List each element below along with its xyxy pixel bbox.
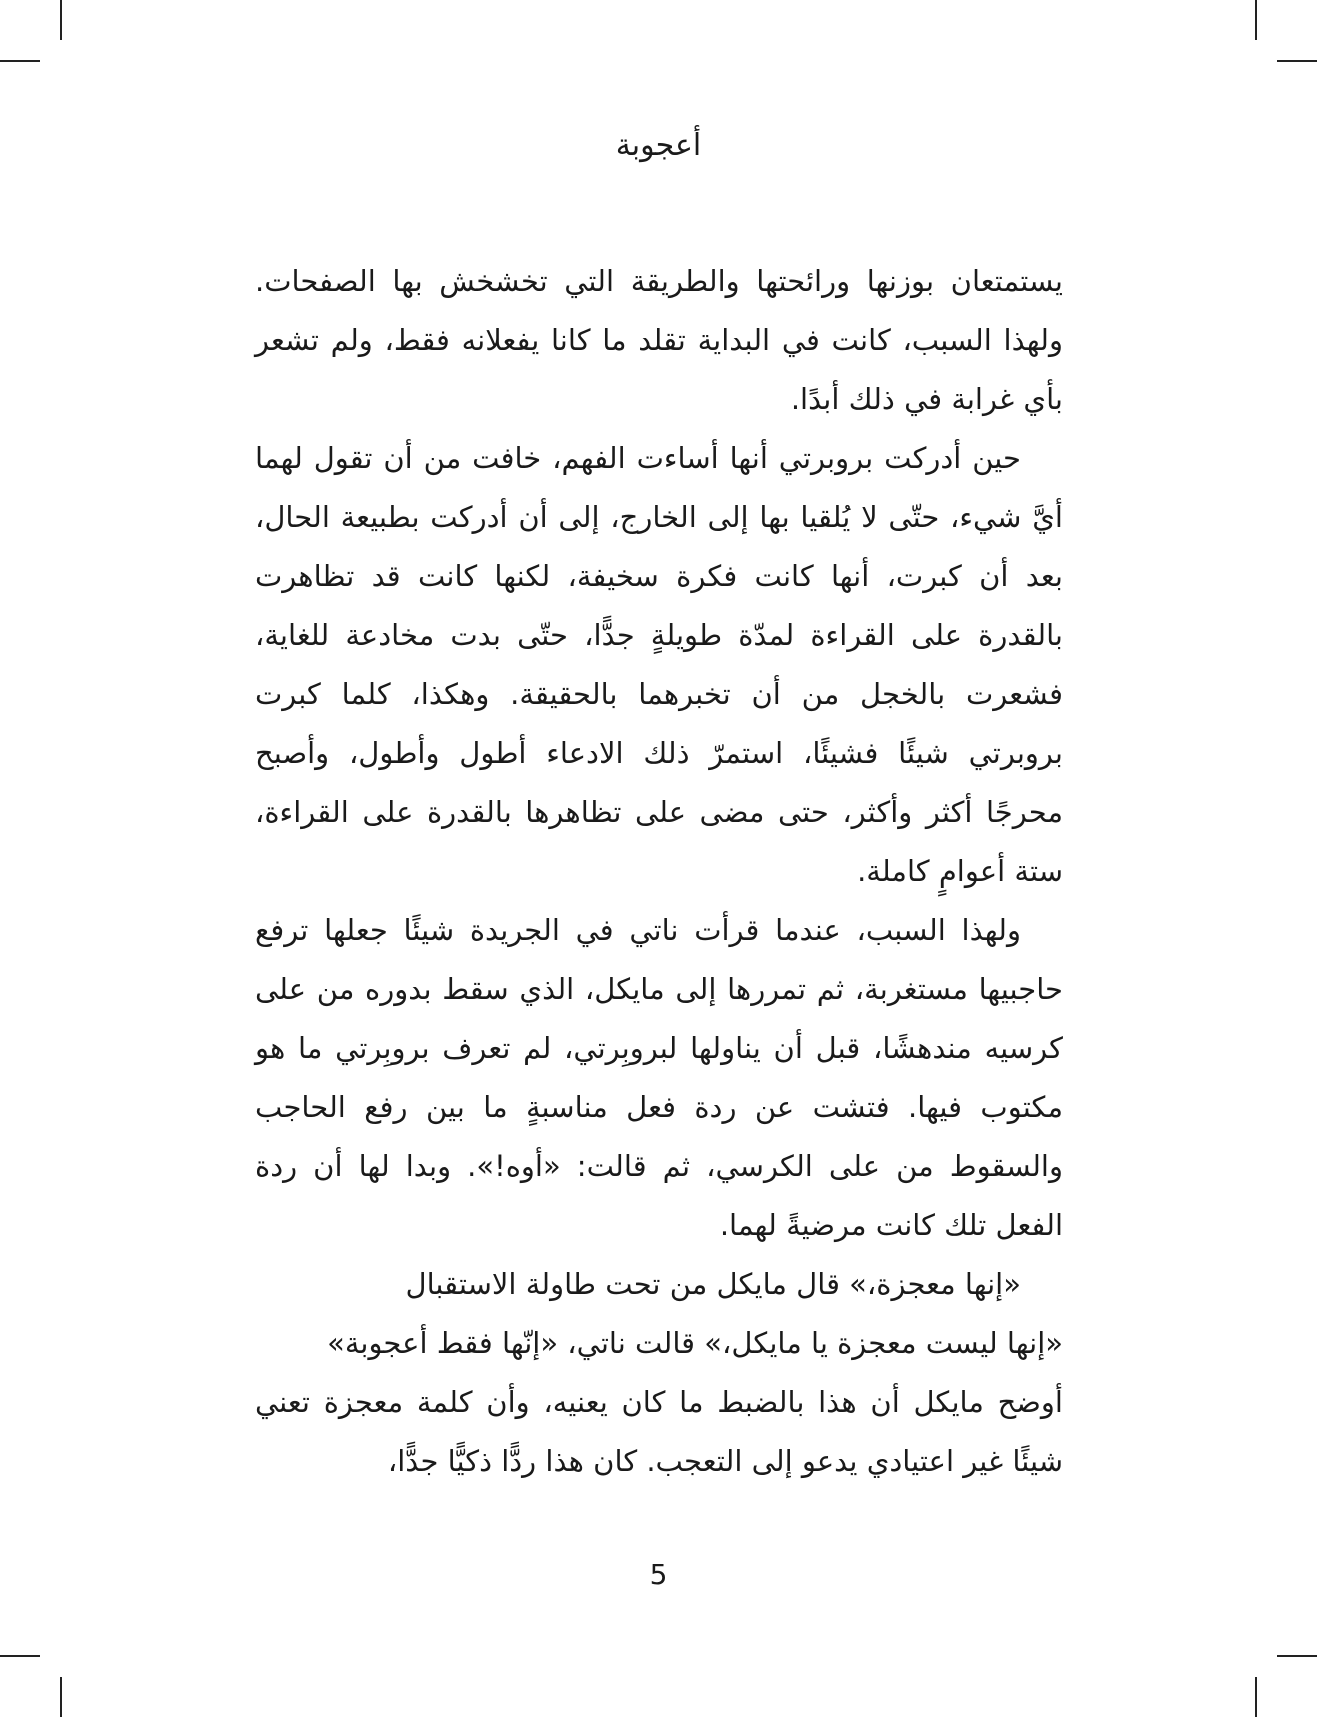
body-text xyxy=(255,252,1063,1491)
paragraph-3: ولهذا السبب، عندما قرأت ناتي في الجريدة شيئًا جعلها ترفع حاجبيها مستغربة، ثم تمررها إلى مايكل، الذي سقط بدوره من على كرسيه مندهشًا، قبل أن يناولها لبروبِرتي، لم تعرف بروبِرتي ما هو مكتوب فيها. فتشت عن ردة فعل مناسبةٍ ما بين رفع الحاجب والسقوط من على الكرسي، ثم قالت: «أوه!». وبدا لها أن ردة الفعل تلك كانت مرضيةً لهما. xyxy=(255,913,1063,1242)
crop-mark-bottom-left-horizontal xyxy=(0,1655,40,1657)
crop-mark-top-left-horizontal xyxy=(0,60,40,62)
running-header: أعجوبة xyxy=(615,128,702,163)
crop-mark-bottom-right-horizontal xyxy=(1277,1655,1317,1657)
paragraph-6: أوضح مايكل أن هذا بالضبط ما كان يعنيه، وأن كلمة معجزة تعني شيئًا غير اعتيادي يدعو إلى التعجب. كان هذا ردًّا ذكيًّا جدًّا، xyxy=(255,1385,1063,1478)
crop-mark-top-left-vertical xyxy=(60,0,62,40)
page-number: 5 xyxy=(649,1558,668,1591)
paragraph-1: يستمتعان بوزنها ورائحتها والطريقة التي تخشخش بها الصفحات. ولهذا السبب، كانت في البداية تقلد ما كانا يفعلانه فقط، ولم تشعر بأي غرابة في ذلك أبدًا. xyxy=(255,264,1063,416)
crop-mark-bottom-right-vertical xyxy=(1255,1677,1257,1717)
crop-mark-top-right-vertical xyxy=(1255,0,1257,40)
paragraph-2: حين أدركت بروبرتي أنها أساءت الفهم، خافت من أن تقول لهما أيَّ شيء، حتّى لا يُلقيا بها إلى الخارج، إلى أن أدركت بطبيعة الحال، بعد أن كبرت، أنها كانت فكرة سخيفة، لكنها كانت قد تظاهرت بالقدرة على القراءة لمدّة طويلةٍ جدًّا، حتّى بدت مخادعة للغاية، فشعرت بالخجل من أن تخبرهما بالحقيقة. وهكذا، كلما كبرت بروبرتي شيئًا فشيئًا، استمرّ ذلك الادعاء أطول وأطول، وأصبح محرجًا أكثر وأكثر، حتى مضى على تظاهرها بالقدرة على القراءة، ستة أعوامٍ كاملة. xyxy=(255,441,1063,888)
crop-mark-bottom-left-vertical xyxy=(60,1677,62,1717)
paragraph-5: «إنها ليست معجزة يا مايكل،» قالت ناتي، «إنّها فقط أعجوبة» xyxy=(327,1326,1063,1360)
crop-mark-top-right-horizontal xyxy=(1277,60,1317,62)
paragraph-4: «إنها معجزة،» قال مايكل من تحت طاولة الاستقبال xyxy=(405,1267,1021,1301)
